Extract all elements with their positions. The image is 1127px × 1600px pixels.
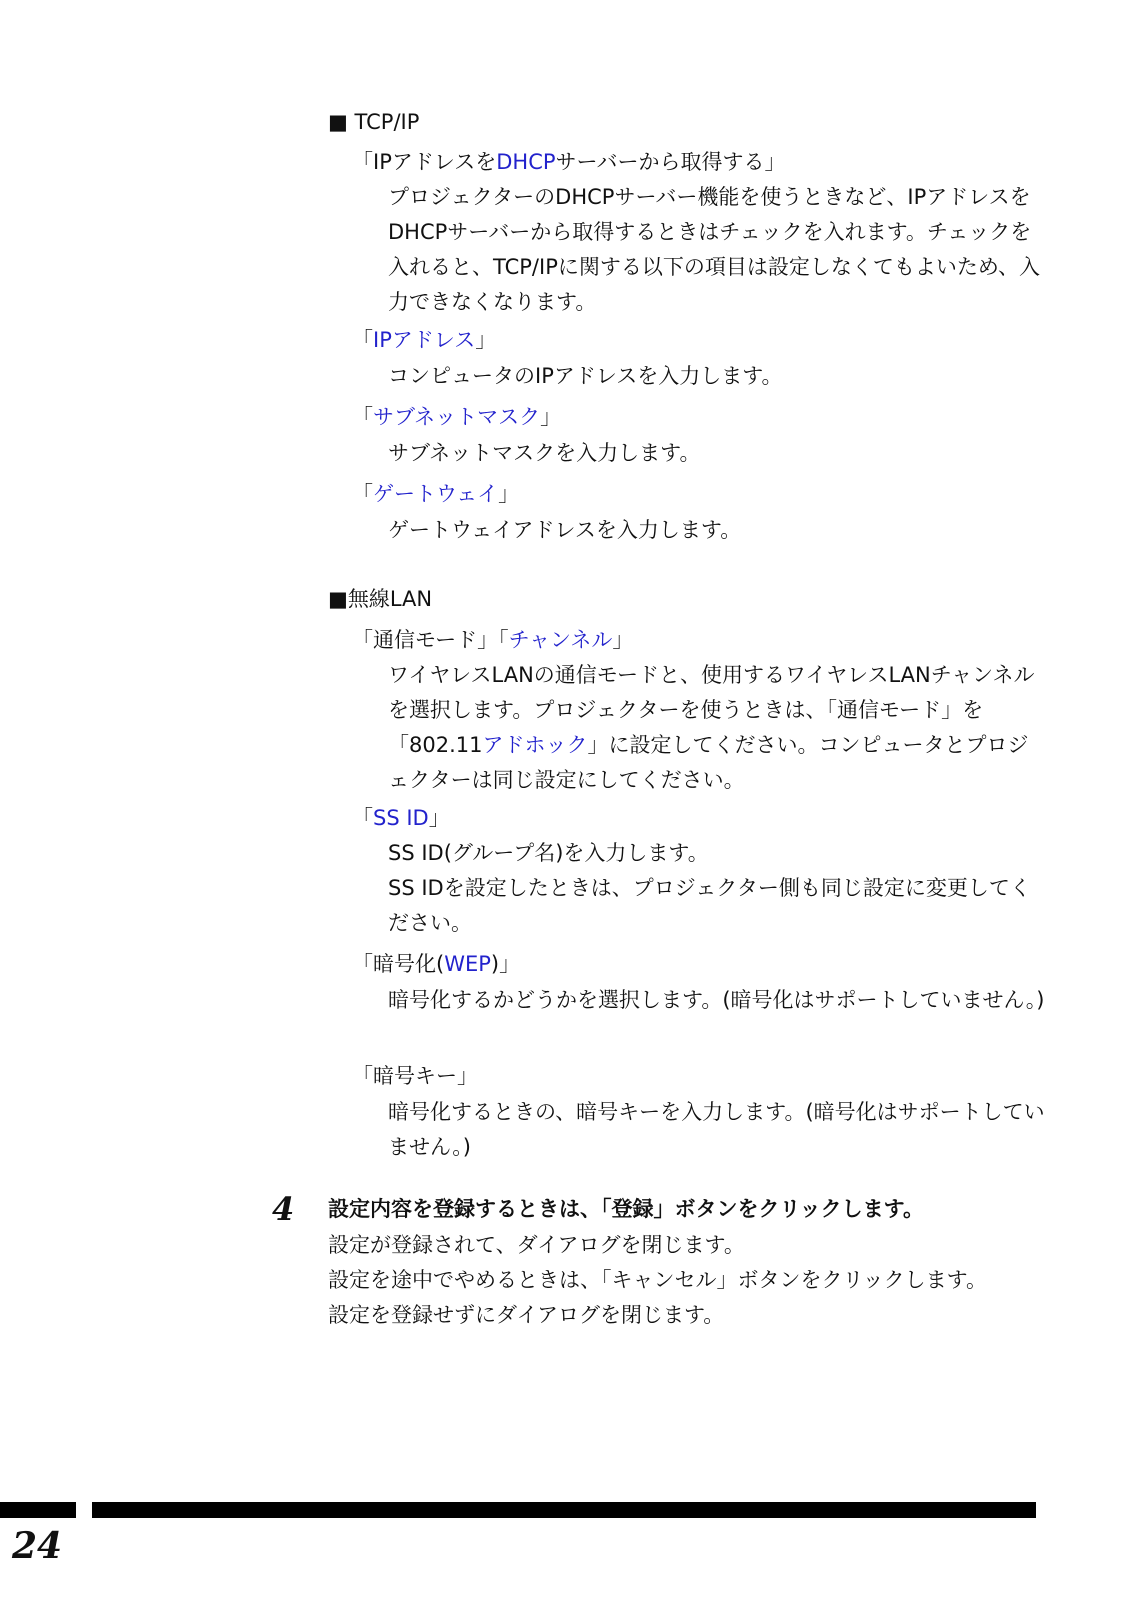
term-dhcp-open: 「IPアドレスを bbox=[352, 150, 497, 174]
link-subnet-mask[interactable]: サブネットマスク bbox=[373, 405, 541, 429]
section-heading-wireless-lan: ■無線LAN bbox=[328, 587, 433, 611]
term-dhcp-close: サーバーから取得する」 bbox=[555, 150, 786, 174]
footer-rule-right bbox=[92, 1502, 1036, 1518]
desc-ip-address: コンピュータのIPアドレスを入力します。 bbox=[388, 364, 783, 388]
step-title: 設定内容を登録するときは、「登録」ボタンをクリックします。 bbox=[328, 1197, 924, 1221]
footer-rule-left bbox=[0, 1502, 76, 1518]
term-encryption-key: 「暗号キー」 bbox=[352, 1064, 478, 1088]
desc-mode-text-b: 」に設定してください。コンピュータとプロジェクターは同じ設定にしてください。 bbox=[388, 733, 1029, 792]
term-subnet-open: 「 bbox=[352, 405, 373, 429]
term-gateway-close: 」 bbox=[498, 482, 520, 506]
term-gateway-open: 「 bbox=[352, 482, 373, 506]
term-ssid-close: 」 bbox=[428, 806, 450, 830]
term-dhcp bbox=[352, 148, 785, 176]
term-wep-open: 「暗号化( bbox=[352, 952, 445, 976]
desc-dhcp: プロジェクターのDHCPサーバー機能を使うときなど、IPアドレスをDHCPサーバーから取得するときはチェックを入れます。チェックを入れると、TCP/IPに関する以下の項目は設定しなくてもよいため、入力できなくなります。 bbox=[388, 185, 1041, 314]
link-ssid[interactable]: SS ID bbox=[373, 806, 429, 830]
term-ip-open: 「 bbox=[352, 328, 373, 352]
term-mode-close: 」 bbox=[612, 628, 634, 652]
page-number: 24 bbox=[12, 1525, 63, 1567]
link-ip-address[interactable]: IPアドレス bbox=[373, 328, 476, 352]
step-line-3: 設定を登録せずにダイアログを閉じます。 bbox=[328, 1303, 725, 1327]
desc-subnet-mask: サブネットマスクを入力します。 bbox=[388, 441, 701, 465]
term-subnet-mask bbox=[352, 403, 561, 431]
step-body bbox=[328, 1228, 1048, 1333]
term-ip-close: 」 bbox=[475, 328, 497, 352]
desc-wep: 暗号化するかどうかを選択します。(暗号化はサポートしていません。) bbox=[388, 988, 1045, 1012]
link-dhcp[interactable]: DHCP bbox=[496, 150, 556, 174]
desc-ssid-2: SS IDを設定したときは、プロジェクター側も同じ設定に変更してください。 bbox=[388, 876, 1031, 935]
desc-comm-mode bbox=[388, 658, 1048, 798]
section-heading-tcpip: ■ TCP/IP bbox=[328, 110, 420, 134]
desc-gateway: ゲートウェイアドレスを入力します。 bbox=[388, 518, 742, 542]
step-line-1: 設定が登録されて、ダイアログを閉じます。 bbox=[328, 1233, 745, 1257]
link-wep[interactable]: WEP bbox=[444, 952, 491, 976]
term-gateway bbox=[352, 480, 519, 508]
term-wep bbox=[352, 950, 520, 978]
term-ip-address bbox=[352, 326, 496, 354]
desc-encryption-key: 暗号化するときの、暗号キーを入力します。(暗号化はサポートしていません。) bbox=[388, 1100, 1045, 1159]
link-adhoc[interactable]: アドホック bbox=[482, 733, 588, 757]
desc-mode-text-a: ワイヤレスLANの通信モードと、使用するワイヤレスLANチャンネルを選択します。プロジェクターを使うときは、「通信モード」を「802.11 bbox=[388, 663, 1035, 757]
step-number: 4 bbox=[272, 1190, 295, 1228]
link-channel[interactable]: チャンネル bbox=[508, 628, 613, 652]
step-line-2: 設定を途中でやめるときは、「キャンセル」ボタンをクリックします。 bbox=[328, 1268, 987, 1292]
term-subnet-close: 」 bbox=[540, 405, 562, 429]
term-mode-open: 「通信モード」「 bbox=[352, 628, 509, 652]
term-ssid-open: 「 bbox=[352, 806, 373, 830]
term-comm-mode-channel bbox=[352, 626, 633, 654]
term-ssid bbox=[352, 804, 450, 832]
term-wep-close: )」 bbox=[490, 952, 521, 976]
desc-ssid-1: SS ID(グループ名)を入力します。 bbox=[388, 841, 709, 865]
link-gateway[interactable]: ゲートウェイ bbox=[373, 482, 499, 506]
